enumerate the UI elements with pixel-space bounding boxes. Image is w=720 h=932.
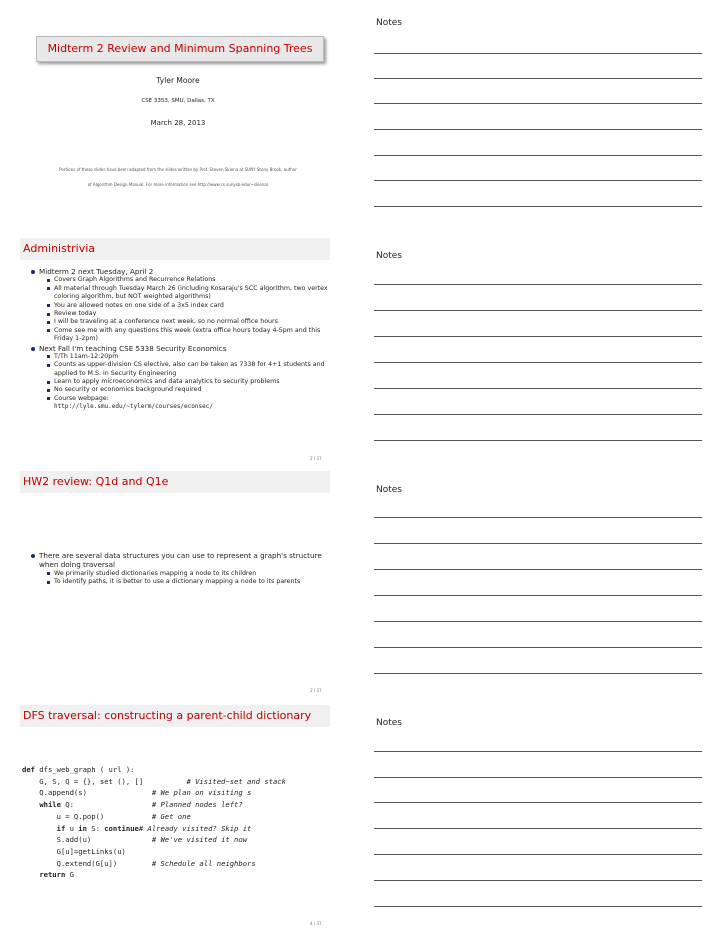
list-item: Course webpage: http://lyle.smu.edu/~tylerm/courses/econsec/ (39, 395, 335, 412)
credit-line-1: Portions of these slides have been adapted from the slides written by Prof. Steven Skiena at SUNY Stony Brook, author (59, 167, 297, 172)
course-webpage-link[interactable]: http://lyle.smu.edu/~tylerm/courses/econsec/ (54, 403, 213, 411)
notes-rule (374, 880, 702, 881)
notes-rule (374, 906, 702, 907)
list-item: Next Fall I'm teaching CSE 5338 Security Economics T/Th 11am-12:20pm Counts as upper-division CS elective, also can be taken as 7338 for 4+1 students and applied to M.S. in Security Engineering Learn to apply microeconomics and data analytics to security problems No security or economics background required Course webpage: http://lyle.smu.edu/~tylerm/courses/econsec/ (30, 344, 335, 412)
notes-rule (374, 777, 702, 778)
code-block: def dfs_web_graph ( url ): G, S, Q = {}, set (), [] # Visited−set and stack Q.append(s) # We plan on visiting s while Q: # Planned nodes left? u = Q.pop() # Get one if u in S: continue# Already visited? Skip it S.add(u) # We've visited it now G[u]=getLinks(u) Q.extend(G[u]) # Schedule all neighbors return G (22, 765, 286, 880)
credit-line-2: of Algorithm Design Manual. For more information see http://www.cs.sunysb.edu/~skiena/ (87, 182, 269, 187)
notes-rule (374, 569, 702, 570)
slide4-heading: DFS traversal: constructing a parent-child dictionary (20, 705, 330, 727)
slide3-heading: HW2 review: Q1d and Q1e (20, 471, 330, 493)
list-item: To identify paths, it is better to use a dictionary mapping a node to its parents (39, 578, 330, 586)
notes-rule (374, 206, 702, 207)
notes-rule (374, 129, 702, 130)
notes-rule (374, 828, 702, 829)
list-item: We primarily studied dictionaries mapping a node to its children (39, 570, 330, 578)
list-item: Review today (39, 310, 335, 318)
list-item: You are allowed notes on one side of a 3x5 index card (39, 302, 335, 310)
notes-rule (374, 310, 702, 311)
list-item: Counts as upper-division CS elective, also can be taken as 7338 for 4+1 students and applied to M.S. in Security Engineering (39, 361, 335, 378)
notes-rule (374, 543, 702, 544)
notes-rule (374, 414, 702, 415)
notes-title-1: Notes (376, 18, 402, 28)
author: Tyler Moore (156, 76, 200, 85)
list-item: Learn to apply microeconomics and data analytics to security problems (39, 378, 335, 386)
slide2-bullets (30, 267, 335, 412)
notes-rule (374, 751, 702, 752)
page-number: 4 / 37 (310, 921, 322, 926)
list-item: I will be traveling at a conference next week, so no normal office hours (39, 318, 335, 326)
notes-title-3: Notes (376, 485, 402, 495)
affiliation: CSE 3353, SMU, Dallas, TX (141, 98, 215, 104)
slide2-heading: Administrivia (20, 238, 330, 260)
notes-rule (374, 388, 702, 389)
notes-rule (374, 647, 702, 648)
slide3-bullets (30, 551, 330, 586)
list-item: Come see me with any questions this week (extra office hours today 4-5pm and this Friday 1-2pm) (39, 327, 335, 344)
notes-rule (374, 595, 702, 596)
notes-title-4: Notes (376, 718, 402, 728)
notes-rule (374, 621, 702, 622)
list-item: All material through Tuesday March 26 (including Kosaraju's SCC algorithm, two vertex coloring algorithm, but NOT weighted algorithms) (39, 285, 335, 302)
notes-title-2: Notes (376, 251, 402, 261)
notes-rule (374, 103, 702, 104)
page-number: 3 / 37 (310, 688, 322, 693)
list-item: Covers Graph Algorithms and Recurrence Relations (39, 276, 335, 284)
notes-rule (374, 53, 702, 54)
slide1-title: Midterm 2 Review and Minimum Spanning Trees (36, 36, 324, 62)
notes-rule (374, 440, 702, 441)
notes-rule (374, 673, 702, 674)
notes-rule (374, 802, 702, 803)
page-number: 2 / 37 (310, 456, 322, 461)
date: March 28, 2013 (150, 119, 206, 127)
notes-rule (374, 78, 702, 79)
list-item: Midterm 2 next Tuesday, April 2 Covers Graph Algorithms and Recurrence Relations All material through Tuesday March 26 (including Kosaraju's SCC algorithm, two vertex coloring algorithm, but NOT weighted algorithms) You are allowed notes on one side of a 3x5 index card Review today I will be traveling at a conference next week, so no normal office hours Come see me with any questions this week (extra office hours today 4-5pm and this Friday 1-2pm) (30, 267, 335, 344)
notes-rule (374, 854, 702, 855)
notes-rule (374, 336, 702, 337)
notes-rule (374, 180, 702, 181)
notes-rule (374, 284, 702, 285)
notes-rule (374, 362, 702, 363)
list-item: T/Th 11am-12:20pm (39, 353, 335, 361)
list-item: There are several data structures you can use to represent a graph's structure when doing traversal We primarily studied dictionaries mapping a node to its children To identify paths, it is better to use a dictionary mapping a node to its parents (30, 551, 330, 586)
list-item: No security or economics background required (39, 386, 335, 394)
notes-rule (374, 155, 702, 156)
notes-rule (374, 517, 702, 518)
